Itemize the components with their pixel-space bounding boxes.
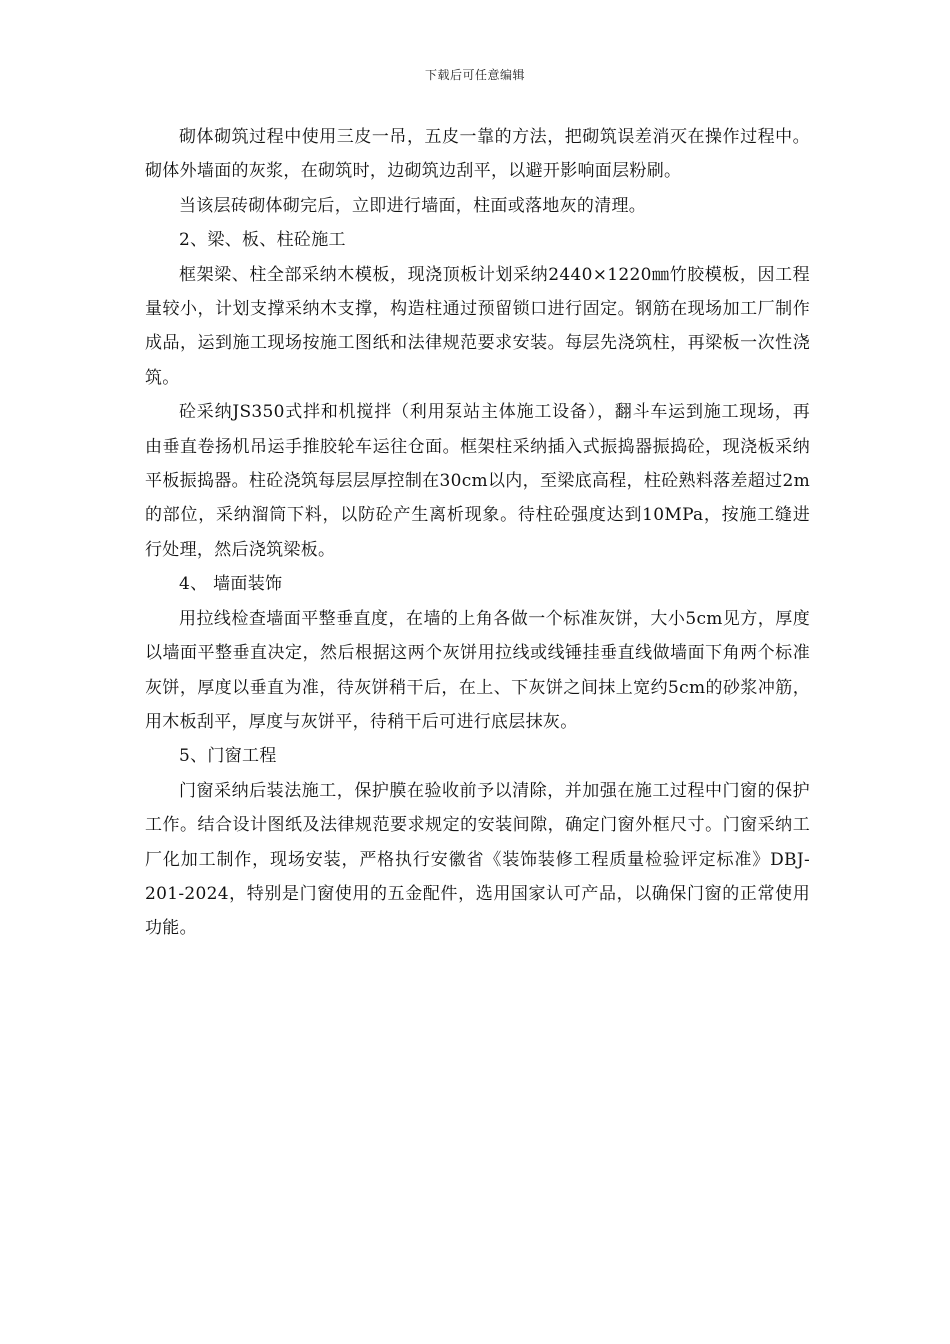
page-header: 下载后可任意编辑 — [424, 68, 525, 82]
paragraph-formwork: 框架梁、柱全部采纳木模板，现浇顶板计划采纳2440×1220㎜竹胶模板，因工程量较小，计划支撑采纳木支撑，构造柱通过预留锁口进行固定。钢筋在现场加工厂制作成品，运到施工现场按施工图纸和法律规范要求安装。每层先浇筑柱，再梁板一次性浇筑。 — [145, 264, 810, 388]
paragraph-masonry-method: 砌体砌筑过程中使用三皮一吊，五皮一靠的方法，把砌筑误差消灭在操作过程中。砌体外墙面的灰浆，在砌筑时，边砌筑边刮平，以避开影响面层粉刷。 — [145, 127, 810, 182]
document-body — [145, 120, 810, 946]
paragraph-concrete-mixing: 砼采纳JS350式拌和机搅拌（利用泵站主体施工设备），翻斗车运到施工现场，再由垂直卷扬机吊运手推胶轮车运往仓面。框架柱采纳插入式振捣器振捣砼，现浇板采纳平板振捣器。柱砼浇筑每层层厚控制在30cm以内，至梁底高程，柱砼熟料落差超过2m的部位，采纳溜筒下料，以防砼产生离析现象。待柱砼强度达到10MPa，按施工缝进行处理，然后浇筑梁板。 — [145, 402, 810, 560]
paragraph-masonry-cleanup: 当该层砖砌体砌完后，立即进行墙面，柱面或落地灰的清理。 — [179, 195, 647, 216]
paragraph-wall-finish: 用拉线检查墙面平整垂直度，在墙的上角各做一个标准灰饼，大小5cm见方，厚度以墙面平整垂直决定，然后根据这两个灰饼用拉线或线锤挂垂直线做墙面下角两个标准灰饼，厚度以垂直为准，待灰饼稍干后，在上、下灰饼之间抹上宽约5cm的砂浆冲筋，用木板刮平，厚度与灰饼平，待稍干后可进行底层抹灰。 — [145, 608, 810, 732]
section-heading-beam-slab-column: 2、梁、板、柱砼施工 — [179, 230, 346, 251]
paragraph-doors-windows: 门窗采纳后装法施工，保护膜在验收前予以清除，并加强在施工过程中门窗的保护工作。结合设计图纸及法律规范要求规定的安装间隙，确定门窗外框尺寸。门窗采纳工厂化加工制作，现场安装，严格执行安徽省《装饰装修工程质量检验评定标准》DBJ-201-2024，特别是门窗使用的五金配件，选用国家认可产品，以确保门窗的正常使用功能。 — [145, 780, 810, 939]
section-heading-doors-windows: 5、门窗工程 — [179, 746, 277, 767]
section-heading-wall-finish: 4、 墙面装饰 — [179, 574, 283, 595]
